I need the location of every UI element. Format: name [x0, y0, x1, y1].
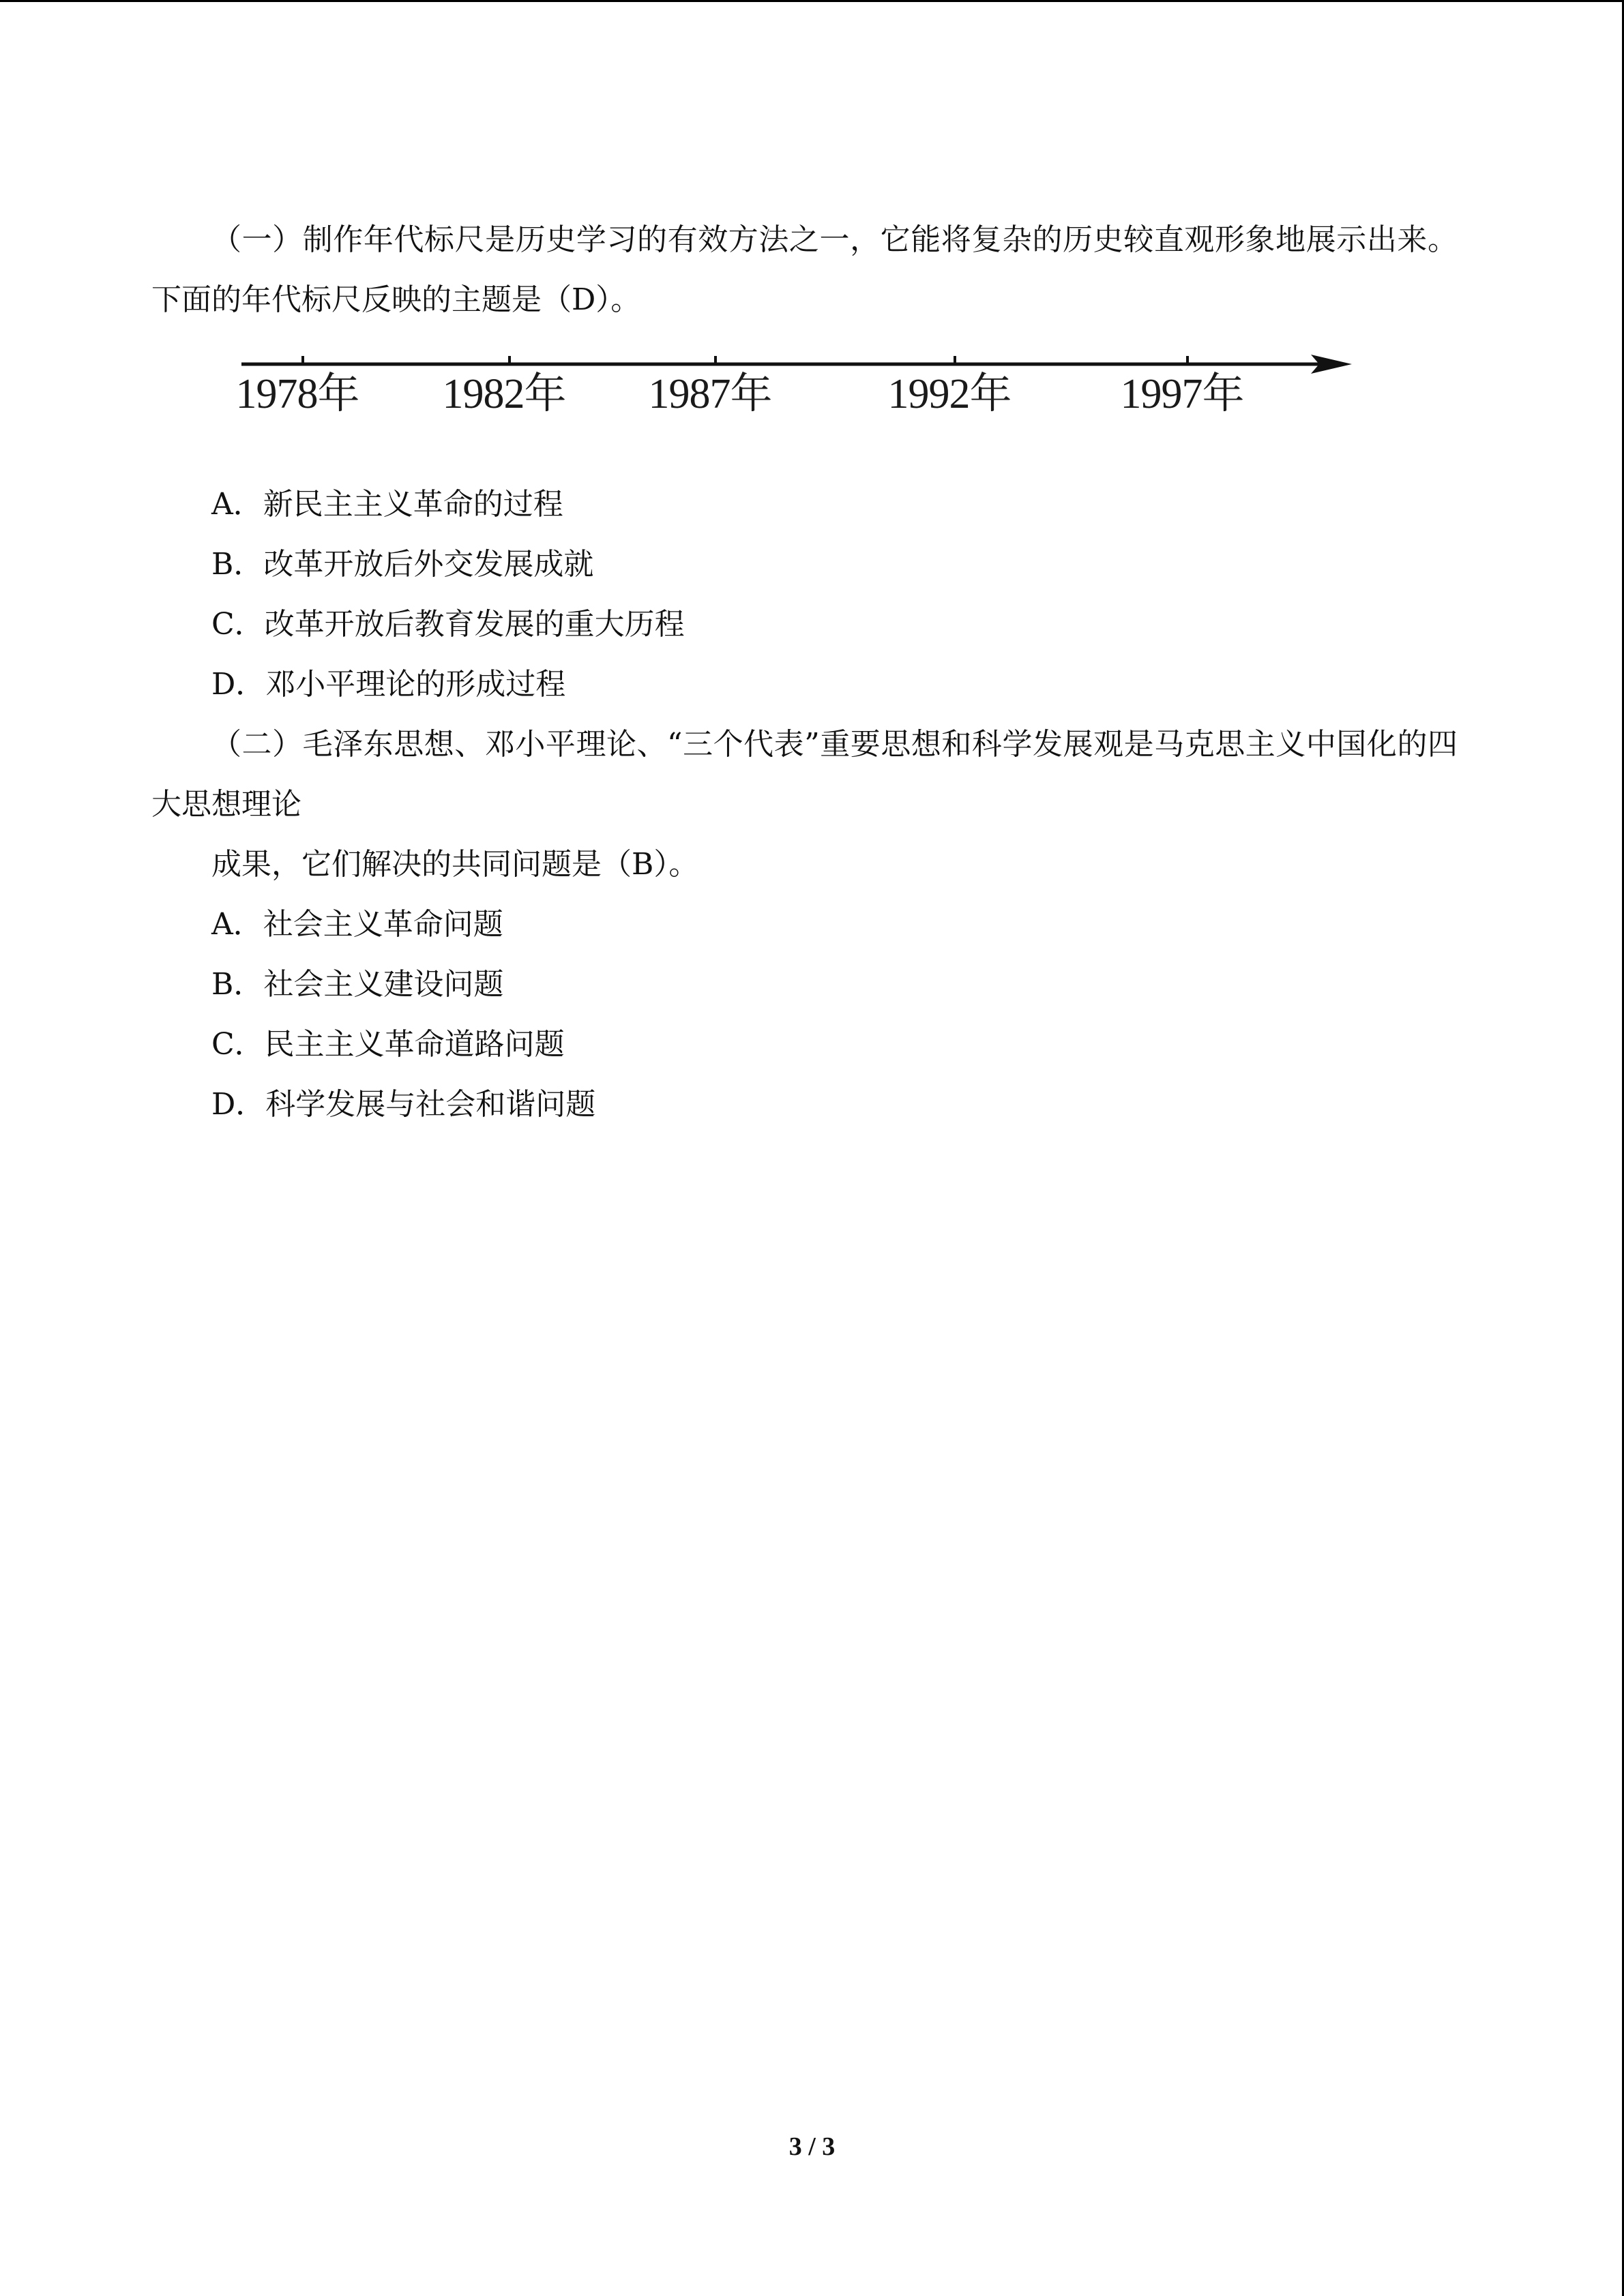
timeline-figure	[151, 330, 1458, 475]
timeline-svg	[151, 330, 1458, 475]
timeline-tick-label: 1987年	[648, 371, 772, 417]
page-number: 3 / 3	[788, 2132, 836, 2161]
question-2-stem-continued: 成果，它们解决的共同问题是（B）。	[211, 847, 699, 882]
question-2-option-a[interactable]: A．社会主义革命问题	[211, 907, 503, 942]
timeline-tick-label: 1997年	[1120, 371, 1244, 417]
timeline-tick-label: 1992年	[887, 371, 1012, 417]
question-1-option-b[interactable]: B．改革开放后外交发展成就	[211, 547, 594, 582]
timeline-tick-label: 1982年	[442, 371, 566, 417]
question-1-stem: （一）制作年代标尺是历史学习的有效方法之一，它能将复杂的历史较直观形象地展示出来。下面的年代标尺反映的主题是（D）。	[151, 222, 1458, 317]
question-1-option-d[interactable]: D．邓小平理论的形成过程	[211, 667, 566, 702]
question-2-stem: （二）毛泽东思想、邓小平理论、“三个代表”重要思想和科学发展观是马克思主义中国化的四大思想理论	[151, 727, 1458, 822]
timeline-tick-label: 1978年	[235, 371, 359, 417]
question-1-option-a[interactable]: A．新民主主义革命的过程	[211, 487, 563, 522]
question-2-option-d[interactable]: D．科学发展与社会和谐问题	[211, 1087, 596, 1122]
document-body	[151, 210, 1458, 1135]
question-2-option-b[interactable]: B．社会主义建设问题	[211, 967, 504, 1002]
question-1-option-c[interactable]: C．改革开放后教育发展的重大历程	[211, 607, 685, 642]
question-2-option-c[interactable]: C．民主主义革命道路问题	[211, 1027, 565, 1062]
